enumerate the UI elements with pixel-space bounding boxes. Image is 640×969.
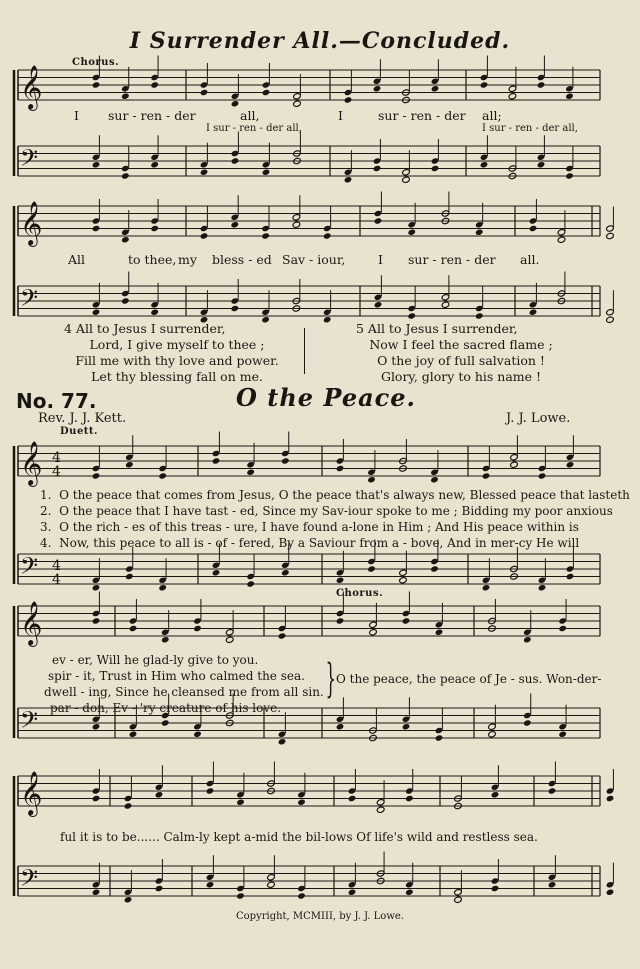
svg-text:𝄢: 𝄢 (20, 706, 39, 739)
author-music: J. J. Lowe. (506, 411, 571, 426)
svg-text:𝄢: 𝄢 (20, 284, 39, 317)
hymn-title: O the Peace. (236, 383, 416, 412)
chorus-end-lyric: ful it is to be...... Calm-ly kept a-mid the bil-lows Of life's wild and restless sea. (60, 830, 538, 844)
verse-5: 5 All to Jesus I surrender, Now I feel the sacred flame ; O the joy of full salvation ! Glory, glory to his name ! (356, 321, 553, 384)
lyric-word: all, (240, 108, 260, 123)
hymn-number: No. 77. (16, 389, 97, 413)
author-words: Rev. J. J. Kett. (38, 411, 127, 426)
stanza-number: 3. (40, 520, 52, 534)
svg-text:𝄞: 𝄞 (20, 771, 43, 815)
lyric-word: my (178, 252, 197, 267)
svg-text:𝄢: 𝄢 (20, 864, 39, 897)
stanza-number: 4. (40, 536, 52, 550)
stanza-number: 2. (40, 504, 52, 518)
svg-text:𝄞: 𝄞 (20, 441, 43, 485)
lyric-word: Sav - iour, (282, 252, 346, 267)
svg-text:𝄞: 𝄞 (20, 201, 43, 245)
chorus-label-top: Chorus. (72, 57, 120, 68)
lyric-word: to thee, (128, 252, 177, 267)
svg-text:𝄞: 𝄞 (20, 601, 43, 645)
svg-text:4: 4 (52, 558, 61, 574)
svg-text:𝄞: 𝄞 (20, 65, 43, 109)
brace: } (325, 656, 336, 702)
svg-text:𝄢: 𝄢 (20, 144, 39, 177)
page-title: I Surrender All.—Concluded. (129, 28, 511, 54)
chorus-start-lyric: O the peace, the peace of Je - sus. Won-der- (336, 672, 602, 686)
svg-text:4: 4 (52, 450, 61, 466)
stanza-block: 1. O the peace that comes from Jesus, O the peace that's always new, Blessed peace that lasteth 2. O the peace that I have tast - ed, Since my Sav-iour spoke to me ; Bidding my poor anxious 3. O the rich - es of this treas - ure, I have found a-lone in Him ; And His peace within is 4. Now, this peace to all is - of - fered, By a Saviour from a - bove, And in mer-cy He will (40, 488, 630, 550)
bass-echo-lyric: I sur - ren - der all, (482, 123, 578, 134)
lyric-word: all. (520, 252, 540, 267)
lyric-word: All (68, 252, 86, 267)
lyric-word: sur - ren - der (108, 108, 196, 123)
stanza-endings: ev - er, Will he glad-ly give to you. spir - it, Trust in Him who calmed the sea. dwell - ing, Since he cleansed me from all sin. par - don, Ev - 'ry creature of his love. (44, 653, 324, 715)
chorus-label: Chorus. (336, 588, 384, 599)
svg-text:4: 4 (52, 464, 61, 480)
lyric-word: I (378, 252, 383, 267)
svg-text:4: 4 (52, 572, 61, 588)
duett-label: Duett. (60, 426, 99, 437)
svg-text:𝄢: 𝄢 (20, 552, 39, 585)
verse-4: 4 All to Jesus I surrender, Lord, I give myself to thee ; Fill me with thy love and power. Let thy blessing fall on me. (64, 321, 279, 384)
lyric-word: bless - ed (212, 252, 272, 267)
copyright: Copyright, MCMIII, by J. J. Lowe. (236, 911, 404, 922)
stanza-number: 1. (40, 488, 52, 502)
lyric-word: I (74, 108, 79, 123)
bass-echo-lyric: I sur - ren - der all, (206, 123, 302, 134)
lyric-word: all; (482, 108, 502, 123)
lyric-word: I (338, 108, 343, 123)
lyric-word: sur - ren - der (378, 108, 466, 123)
verse-divider (304, 328, 305, 374)
lyric-word: sur - ren - der (408, 252, 496, 267)
